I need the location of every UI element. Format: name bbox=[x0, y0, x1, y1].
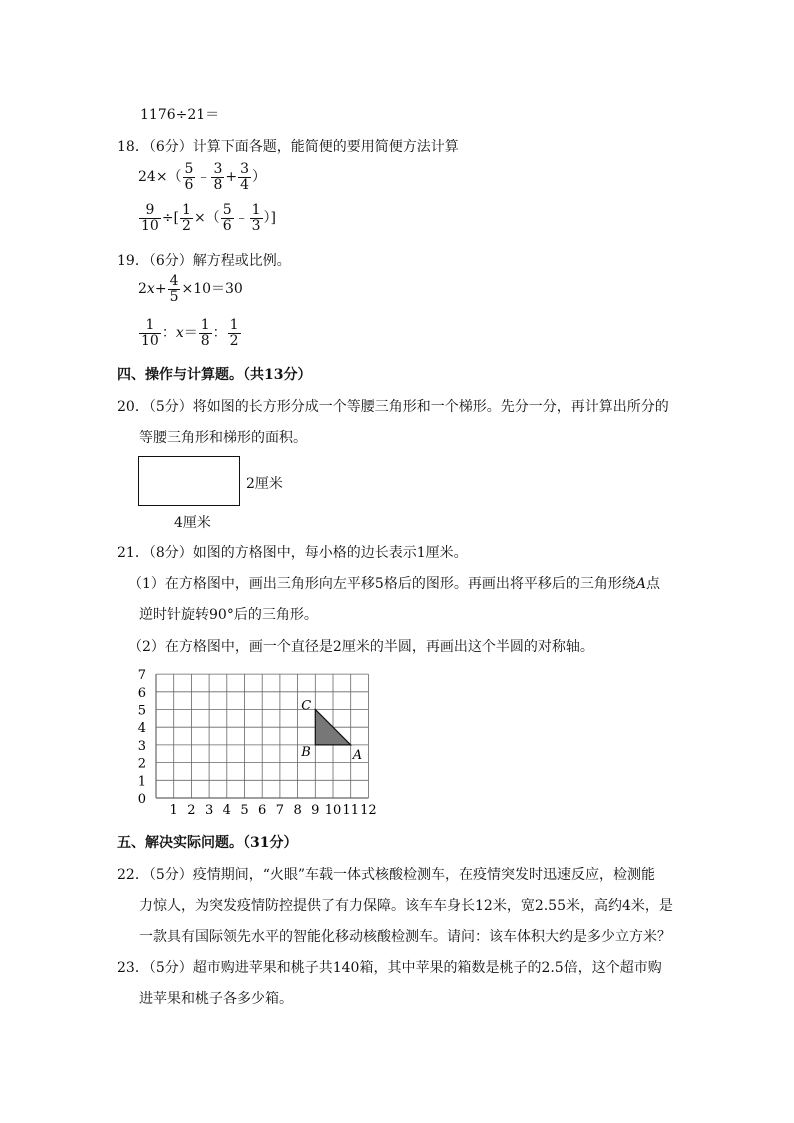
point-label-c: C bbox=[301, 698, 312, 714]
q21-part-1-line-2: 逆时针旋转90°后的三角形。 bbox=[139, 607, 318, 623]
q21-header: 21．（8分）如图的方格图中，每小格的边长表示1厘米。 bbox=[117, 545, 468, 561]
q19-equation-1: 2x+ $\frac{4}{5}$ ×10＝30 bbox=[138, 273, 243, 305]
x-tick-label: 4 bbox=[222, 803, 231, 818]
q18-expression-1: 24×（ $\frac{5}{6}$ ﹣ $\frac{3}{8}$ + $\frac{3}{4}$ ） bbox=[138, 161, 267, 193]
x-tick-label: 10 bbox=[324, 803, 342, 818]
x-tick-label: 7 bbox=[275, 803, 285, 818]
q22-line-1: 22．（5分）疫情期间，“火眼”车载一体式核酸检测车，在疫情突发时迅速反应，检测能 bbox=[117, 867, 656, 883]
point-label-a: A bbox=[352, 747, 363, 763]
x-tick-label: 11 bbox=[342, 803, 359, 818]
rectangle-figure bbox=[138, 456, 240, 506]
y-tick-label: 0 bbox=[137, 792, 146, 807]
q20-line-2: 等腰三角形和梯形的面积。 bbox=[139, 430, 307, 446]
q23-line-2: 进苹果和桃子各多少箱。 bbox=[139, 991, 293, 1007]
q20-line-1: 20．（5分）将如图的长方形分成一个等腰三角形和一个梯形。先分一分，再计算出所分的 bbox=[117, 399, 669, 415]
x-tick-label: 5 bbox=[240, 803, 249, 818]
rectangle-height-label: 2厘米 bbox=[246, 476, 283, 492]
section-4-heading: 四、操作与计算题。（共13分） bbox=[117, 367, 312, 383]
x-axis-ticks bbox=[170, 803, 377, 818]
q22-line-2: 力惊人，为突发疫情防控提供了有力保障。该车车身长12米，宽2.55米，高约4米，是 bbox=[139, 898, 673, 914]
coordinate-grid bbox=[118, 660, 388, 820]
rectangle-width-label: 4厘米 bbox=[174, 515, 211, 531]
x-tick-label: 6 bbox=[258, 803, 267, 818]
q19-header: 19．（6分）解方程或比例。 bbox=[117, 253, 291, 269]
x-tick-label: 3 bbox=[204, 803, 214, 818]
x-tick-label: 12 bbox=[360, 803, 377, 818]
y-tick-label: 1 bbox=[137, 774, 146, 790]
y-tick-label: 2 bbox=[137, 756, 146, 772]
x-tick-label: 9 bbox=[311, 803, 320, 818]
y-tick-label: 4 bbox=[137, 721, 146, 737]
q17-expression: 1176÷21＝ bbox=[140, 107, 220, 123]
y-tick-label: 7 bbox=[137, 668, 146, 684]
q18-header: 18．（6分）计算下面各题，能简便的要用简便方法计算 bbox=[117, 139, 459, 155]
x-tick-label: 2 bbox=[187, 803, 196, 818]
x-tick-label: 8 bbox=[293, 803, 302, 818]
q21-part-1-line-1: （1）在方格图中，画出三角形向左平移5格后的图形。再画出将平移后的三角形绕A点 bbox=[128, 576, 660, 592]
q19-equation-2: $\frac{1}{10}$ ：x＝ $\frac{1}{8}$ ： $\frac{1}{2}$ bbox=[141, 317, 239, 349]
y-tick-label: 6 bbox=[137, 685, 146, 701]
y-axis-ticks bbox=[138, 668, 146, 807]
q22-line-3: 一款具有国际领先水平的智能化移动核酸检测车。请问：该车体积大约是多少立方米？ bbox=[139, 929, 671, 945]
x-tick-label: 1 bbox=[169, 803, 178, 818]
q23-line-1: 23．（5分）超市购进苹果和桃子共140箱，其中苹果的箱数是桃子的2.5倍，这个超市购 bbox=[117, 960, 662, 976]
y-tick-label: 5 bbox=[137, 703, 146, 719]
y-tick-label: 3 bbox=[137, 738, 146, 754]
point-label-b: B bbox=[301, 744, 311, 760]
q21-part-2: （2）在方格图中，画一个直径是2厘米的半圆，再画出这个半圆的对称轴。 bbox=[128, 639, 594, 655]
q18-expression-2: $\frac{9}{10}$ ÷[ $\frac{1}{2}$ ×（ $\frac{5}{6}$ ﹣ $\frac{1}{3}$ ）] bbox=[141, 202, 276, 234]
section-5-heading: 五、解决实际问题。（31分） bbox=[117, 835, 298, 851]
